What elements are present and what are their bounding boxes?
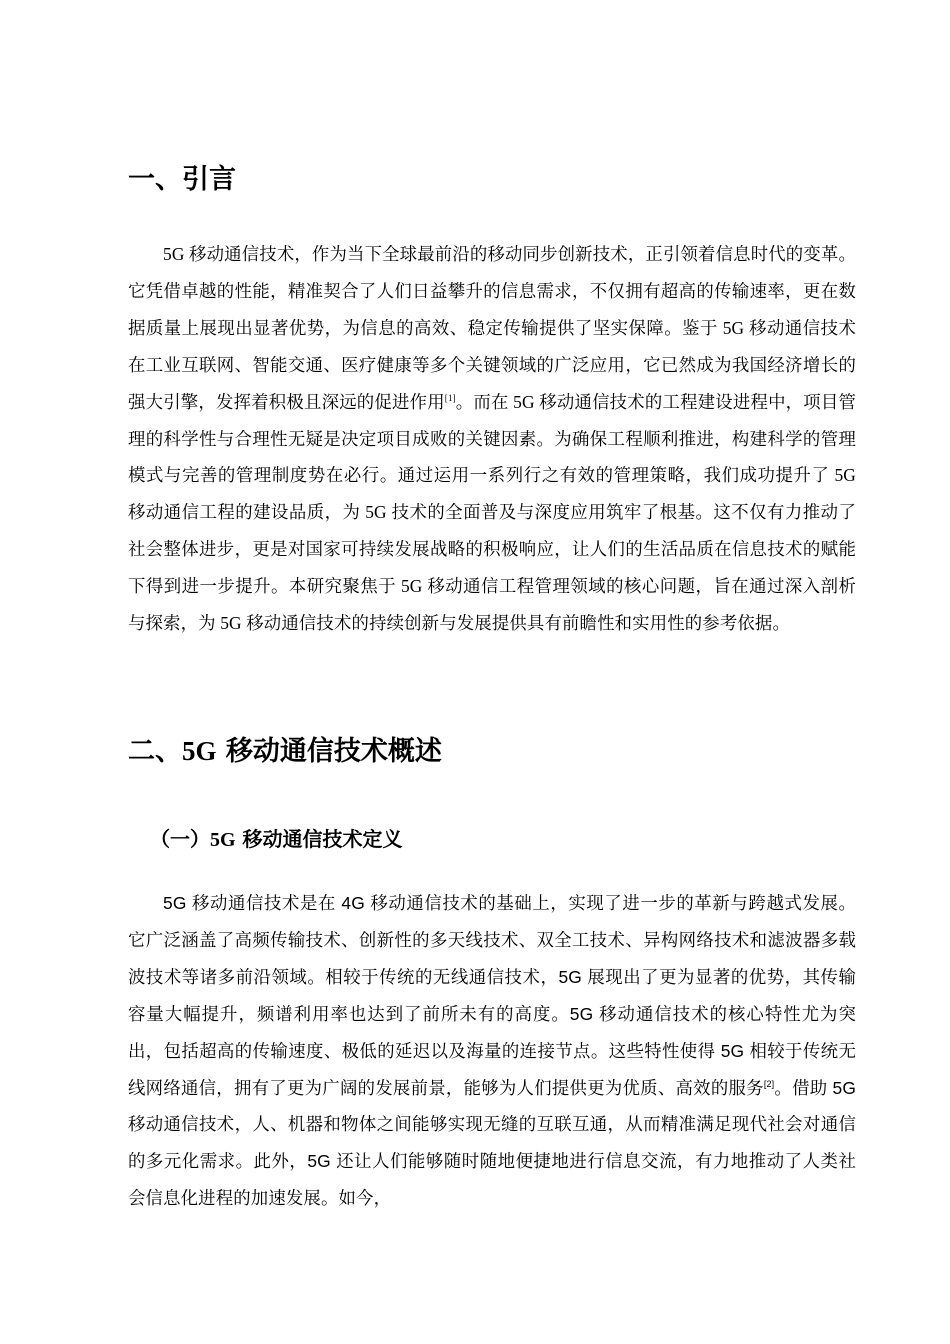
subsection-heading-latin: 5G (210, 829, 236, 851)
definition-text-part1: 5G 移动通信技术是在 4G 移动通信技术的基础上，实现了进一步的革新与跨越式发展。它广泛涵盖了高频传输技术、创新性的多天线技术、双全工技术、异构网络技术和滤波器多载波技术等诸多前沿领域。相较于传统的无线通信技术，5G 展现出了更为显著的优势，其传输容量大幅提升，频谱利用率也达到了前所未有的高度。5G 移动通信技术的核心特性尤为突出，包括超高的传输速度、极低的延迟以及海量的连接节点。这些特性使得 5G 相较于传统无线网络通信，拥有了更为广阔的发展前景，能够为人们提供更为优质、高效的服务 (128, 893, 856, 1098)
section-heading-introduction: 一、引言 (128, 164, 236, 195)
introduction-text-part2: 。而在 5G 移动通信技术的工程建设进程中，项目管理的科学性与合理性无疑是决定项目成败的关键因素。为确保工程顺利推进，构建科学的管理模式与完善的管理制度势在必行。通过运用一系列行之有效的管理策略，我们成功提升了 5G 移动通信工程的建设品质，为 5G 技术的全面普及与深度应用筑牢了根基。这不仅有力推动了社会整体进步，更是对国家可持续发展战略的积极响应，让人们的生活品质在信息技术的赋能下得到进一步提升。本研究聚焦于 5G 移动通信工程管理领域的核心问题，旨在通过深入剖析与探索，为 5G 移动通信技术的持续创新与发展提供具有前瞻性和实用性的参考依据。 (128, 391, 857, 634)
citation-2: [2] (763, 1078, 775, 1089)
definition-paragraph (128, 885, 856, 1217)
subsection-heading-prefix: （一） (150, 827, 210, 851)
citation-1: [1] (444, 392, 456, 403)
introduction-text-part1: 5G 移动通信技术，作为当下全球最前沿的移动同步创新技术，正引领着信息时代的变革。它凭借卓越的性能，精准契合了人们日益攀升的信息需求，不仅拥有超高的传输速率，更在数据质量上展现出显著优势，为信息的高效、稳定传输提供了坚实保障。鉴于 5G 移动通信技术在工业互联网、智能交通、医疗健康等多个关键领域的广泛应用，它已然成为我国经济增长的强大引擎，发挥着积极且深远的促进作用 (128, 244, 856, 412)
section2-heading-suffix: 移动通信技术概述 (216, 736, 442, 767)
introduction-paragraph (128, 236, 856, 642)
subsection-heading-5g-definition (150, 825, 403, 854)
section-heading-5g-overview (128, 733, 442, 770)
definition-text-part2: 。借助 5G 移动通信技术，人、机器和物体之间能够实现无缝的互联互通，从而精准满足现代社会对通信的多元化需求。此外，5G 还让人们能够随时随地便捷地进行信息交流，有力地推动了人类社会信息化进程的加速发展。如今， (128, 1077, 857, 1209)
subsection-heading-suffix: 移动通信技术定义 (235, 827, 403, 851)
section2-heading-prefix: 二、 (128, 736, 182, 767)
section2-heading-latin: 5G (182, 736, 217, 766)
